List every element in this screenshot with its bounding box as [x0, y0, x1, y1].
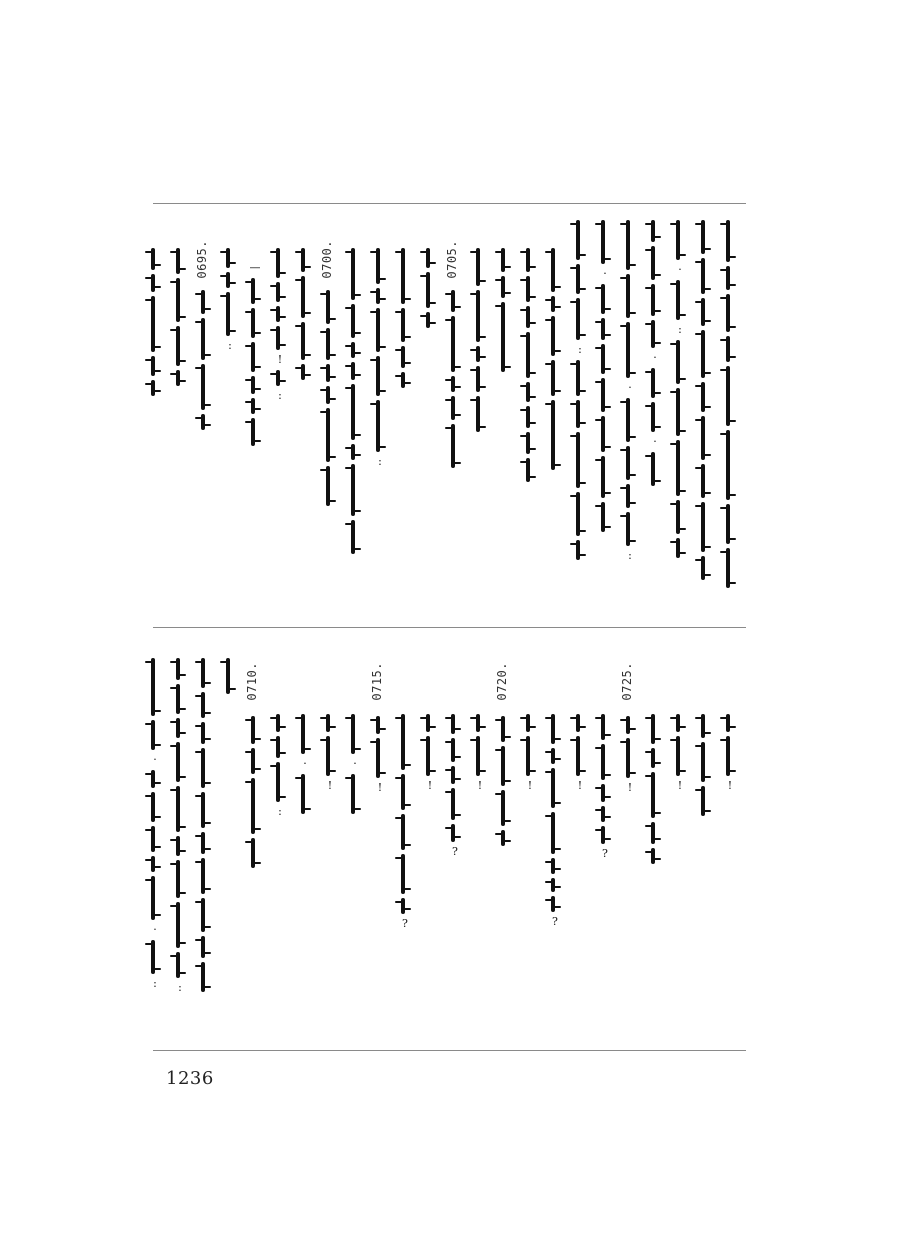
text-column [516, 212, 540, 622]
entry-number: 0700. [320, 240, 334, 279]
text-column: · · [641, 212, 665, 622]
entry-number: 0695. [195, 240, 209, 279]
text-column: ! [566, 638, 590, 1044]
text-column: · : [616, 212, 640, 622]
text-column [716, 212, 740, 622]
text-column: — [241, 212, 265, 622]
entry-number: 0710. [245, 662, 259, 701]
text-column: · [291, 638, 315, 1044]
text-column: · [591, 212, 615, 622]
page-number: 1236 [166, 1068, 214, 1089]
text-column: ! [316, 638, 340, 1044]
entry-number: 0725. [620, 662, 634, 701]
text-column: ? [441, 638, 465, 1044]
text-column [341, 212, 365, 622]
lower-text-block [153, 638, 740, 1044]
text-column: ? [541, 638, 565, 1044]
entry-number: 0720. [495, 662, 509, 701]
text-column [466, 212, 490, 622]
text-column: ? [391, 638, 415, 1044]
entry-column-0700 [316, 212, 340, 622]
text-column: : [366, 212, 390, 622]
text-column [491, 212, 515, 622]
lower-columns [153, 638, 740, 1044]
upper-text-block [160, 212, 740, 622]
text-column [166, 212, 190, 622]
text-column [191, 638, 215, 1044]
middle-rule [153, 627, 746, 628]
entry-column-0710 [241, 638, 265, 1044]
text-column [416, 212, 440, 622]
text-column [691, 638, 715, 1044]
entry-column-0695 [191, 212, 215, 622]
text-column: ! : [266, 212, 290, 622]
text-column [391, 212, 415, 622]
entry-column-0725: 0725. ! [620, 662, 634, 794]
text-column: ! [516, 638, 540, 1044]
text-column: : [166, 638, 190, 1044]
entry-column-0705 [441, 212, 465, 622]
text-column: ! [716, 638, 740, 1044]
top-rule [153, 203, 746, 204]
text-column [216, 638, 240, 1044]
text-column: · : [666, 212, 690, 622]
entry-number: 0715. [370, 662, 384, 701]
upper-columns [160, 212, 740, 622]
entry-column-0720 [491, 638, 515, 1044]
text-column: · [341, 638, 365, 1044]
text-column: ? [591, 638, 615, 1044]
text-column: : [216, 212, 240, 622]
text-column: : [566, 212, 590, 622]
entry-column-0715: 0715. ! [370, 662, 384, 794]
text-column [141, 212, 165, 622]
bottom-rule [153, 1050, 746, 1051]
text-column [691, 212, 715, 622]
text-column: : [266, 638, 290, 1044]
entry-number: 0705. [445, 240, 459, 279]
text-column: · · : [141, 638, 165, 1044]
text-column [291, 212, 315, 622]
text-column [641, 638, 665, 1044]
text-column: ! [466, 638, 490, 1044]
text-column: ! [666, 638, 690, 1044]
text-column: ! [416, 638, 440, 1044]
text-column [541, 212, 565, 622]
